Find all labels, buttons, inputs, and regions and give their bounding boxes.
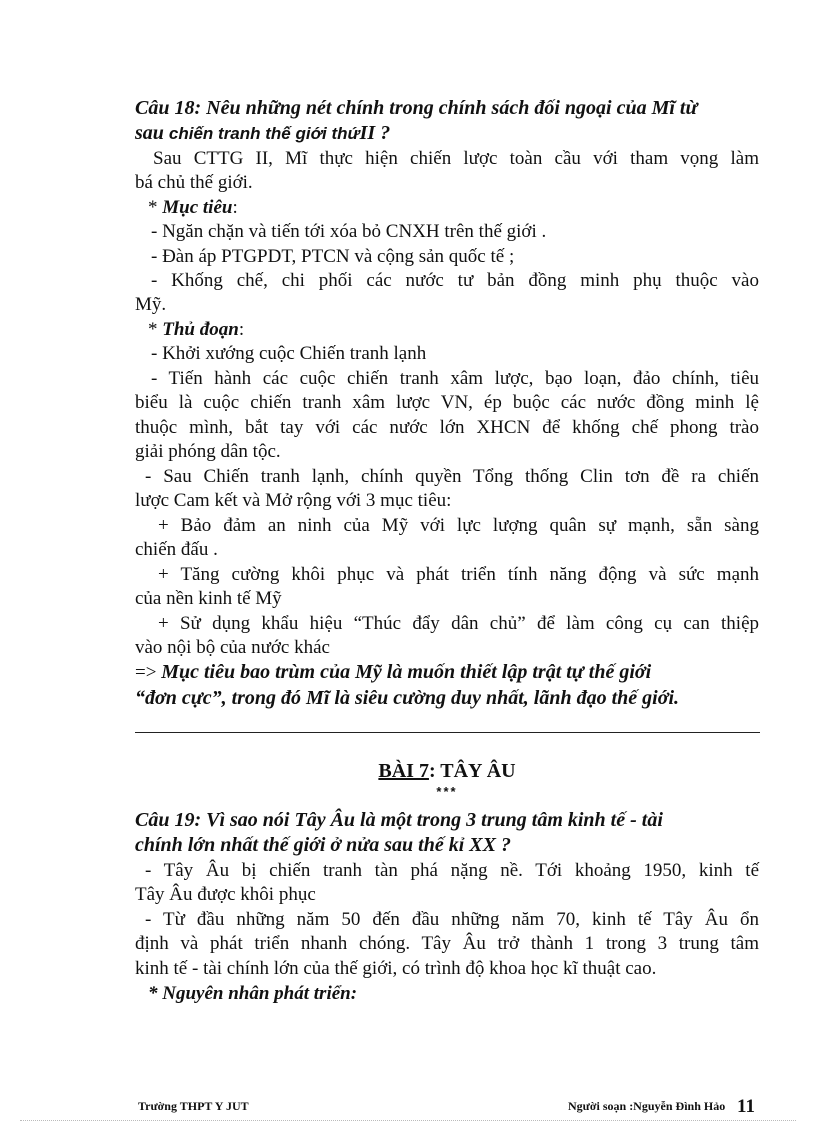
- q19-para-1-cont: Tây Âu được khôi phục: [135, 884, 316, 905]
- question-19-title-cont: chính lớn nhất thế giới ở nửa sau thế kỉ XX ?: [135, 834, 511, 856]
- page-number: 11: [737, 1096, 755, 1117]
- lesson-stars: ***: [436, 784, 458, 799]
- footer-rule: [20, 1120, 796, 1121]
- q18-post-goal-a: + Bảo đảm an ninh của Mỹ với lực lượng quân sự mạnh, sẵn sàng: [158, 515, 759, 536]
- q18-conclusion-cont: “đơn cực”, trong đó Mĩ là siêu cường duy nhất, lãnh đạo thế giới.: [135, 687, 680, 709]
- q18-post-goal-b: + Tăng cường khôi phục và phát triển tính năng động và sức mạnh: [158, 564, 759, 585]
- q18-goal-heading: * Mục tiêu:: [148, 197, 238, 218]
- lesson-number: BÀI 7: [378, 760, 429, 782]
- q18-method-2-cont1: biểu là cuộc chiến tranh xâm lược VN, ép buộc các nước đồng minh lệ: [135, 392, 759, 413]
- q19-para-1: - Tây Âu bị chiến tranh tàn phá nặng nề. Tới khoảng 1950, kinh tế: [145, 860, 759, 881]
- q18-title-ii: II ?: [359, 122, 391, 144]
- q18-method-2-cont2: thuộc mình, bắt tay với các nước lớn XHCN để khống chế phong trào: [135, 417, 759, 438]
- q18-post-cold-war-cont: lược Cam kết và Mở rộng với 3 mục tiêu:: [135, 490, 452, 511]
- q18-goal-label: Mục tiêu: [162, 197, 233, 218]
- q18-goal-3-cont: Mỹ.: [135, 294, 167, 315]
- q18-method-2: - Tiến hành các cuộc chiến tranh xâm lược, bạo loạn, đảo chính, tiêu: [151, 368, 759, 389]
- footer-author: Người soạn :Nguyễn Đình Hảo: [568, 1099, 726, 1113]
- q18-method-2-cont3: giải phóng dân tộc.: [135, 441, 281, 462]
- lesson-title: : TÂY ÂU: [428, 760, 516, 782]
- q18-conclusion-arrow: =>: [135, 662, 162, 683]
- lesson-heading: [135, 760, 759, 783]
- question-18-title-cont: [135, 121, 759, 146]
- q18-title-sau: sau: [135, 122, 169, 144]
- q18-goal-1: - Ngăn chặn và tiến tới xóa bỏ CNXH trên thế giới .: [151, 221, 547, 242]
- q18-goal-2: - Đàn áp PTGPDT, PTCN và cộng sản quốc tế ;: [151, 246, 515, 267]
- q18-post-goal-b-cont: của nền kinh tế Mỹ: [135, 588, 282, 609]
- q18-post-cold-war: - Sau Chiến tranh lạnh, chính quyền Tổng thống Clin tơn đề ra chiến: [145, 466, 759, 487]
- question-18-title: Câu 18: Nêu những nét chính trong chính sách đối ngoại của Mĩ từ: [135, 97, 698, 119]
- section-divider: [135, 732, 760, 733]
- q18-post-goal-c: + Sử dụng khẩu hiệu “Thúc đẩy dân chủ” để làm công cụ can thiệp: [158, 613, 759, 634]
- q19-cause-label: * Nguyên nhân phát triển:: [148, 983, 358, 1004]
- q18-post-goal-c-cont: vào nội bộ của nước khác: [135, 637, 330, 658]
- q18-post-goal-a-cont: chiến đấu .: [135, 539, 218, 560]
- q18-conclusion: [135, 660, 759, 685]
- q19-para-2: - Từ đầu những năm 50 đến đầu những năm 70, kinh tế Tây Âu ổn: [145, 909, 759, 930]
- q19-para-2-cont2: kinh tế - tài chính lớn của thế giới, có trình độ khoa học kĩ thuật cao.: [135, 958, 657, 979]
- q18-method-heading: * Thủ đoạn:: [148, 319, 245, 340]
- q18-conclusion-text: Mục tiêu bao trùm của Mỹ là muốn thiết lập trật tự thế giới: [161, 661, 652, 683]
- q18-intro-line1: Sau CTTG II, Mĩ thực hiện chiến lược toàn cầu với tham vọng làm: [153, 148, 759, 169]
- q18-method-1: - Khởi xướng cuộc Chiến tranh lạnh: [151, 343, 427, 364]
- q18-method-label: Thủ đoạn: [162, 319, 239, 340]
- q18-goal-3: - Khống chế, chi phối các nước tư bản đồng minh phụ thuộc vào: [151, 270, 759, 291]
- q18-title-sans: chiến tranh thế giới thứ: [168, 124, 360, 143]
- footer-school: Trường THPT Y JUT: [138, 1099, 249, 1113]
- question-19-title: Câu 19: Vì sao nói Tây Âu là một trong 3 trung tâm kinh tế - tài: [135, 809, 663, 831]
- q19-para-2-cont1: định và phát triển nhanh chóng. Tây Âu trở thành 1 trong 3 trung tâm: [135, 933, 759, 954]
- q18-intro-line2: bá chủ thế giới.: [135, 172, 253, 193]
